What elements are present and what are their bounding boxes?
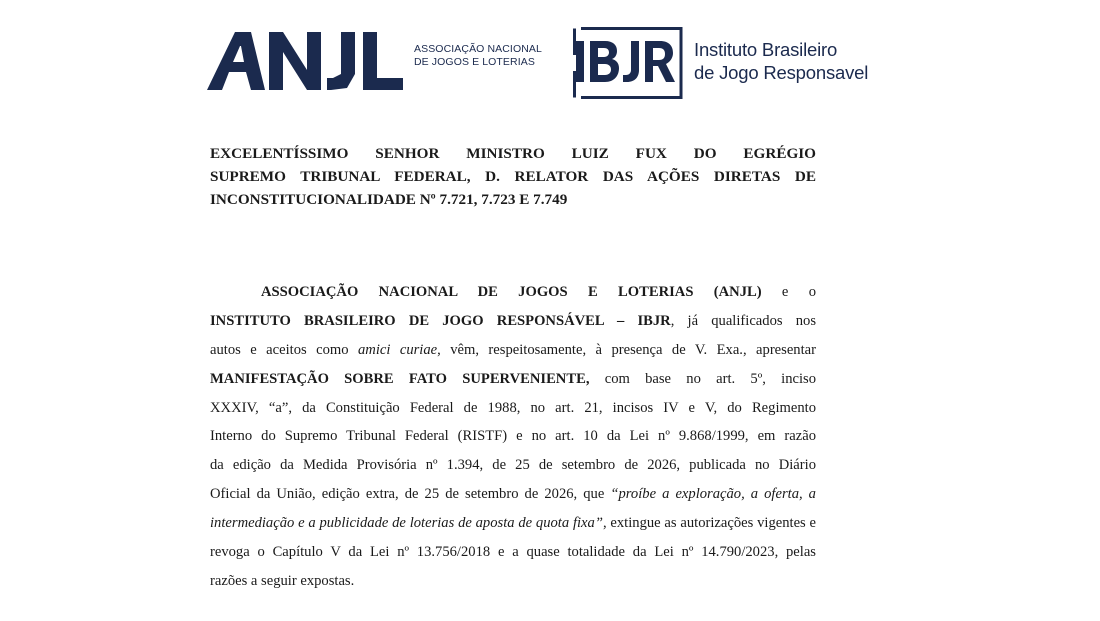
anjl-caption-line1: ASSOCIAÇÃO NACIONAL (414, 43, 542, 55)
party-anjl: ASSOCIAÇÃO NACIONAL DE JOGOS E LOTERIAS (ANJL) (261, 284, 762, 300)
petition-paragraph (210, 278, 816, 596)
paragraph-line-1 (210, 278, 816, 307)
filing-title: MANIFESTAÇÃO SOBRE FATO SUPERVENIENTE, (210, 370, 590, 387)
anjl-caption-line2: DE JOGOS E LOTERIAS (414, 56, 535, 68)
paragraph-text: com base no art. 5º, inciso (589, 370, 816, 387)
paragraph-line-10: revoga o Capítulo V da Lei nº 13.756/2018 e a quase totalidade da Lei nº 14.790/2023, pelas (210, 544, 816, 561)
paragraph-text: autos e aceitos como (210, 341, 358, 358)
salutation-line-3: INCONSTITUCIONALIDADE Nº 7.721, 7.723 E 7.749 (210, 191, 568, 208)
paragraph-line-11: razões a seguir expostas. (210, 572, 355, 589)
ibjr-caption-line1: Instituto Brasileiro (694, 39, 838, 60)
paragraph-text: , já qualificados nos (670, 312, 816, 329)
anjl-logo (207, 28, 547, 94)
paragraph-text: , vêm, respeitosamente, à presença de V. Exa., apresentar (437, 341, 816, 358)
paragraph-line-3 (210, 336, 816, 365)
paragraph-line-8 (210, 480, 816, 509)
ibjr-caption (694, 38, 868, 84)
paragraph-text: , extingue as autorizações vigentes e (602, 515, 816, 532)
salutation-line-2: SUPREMO TRIBUNAL FEDERAL, D. RELATOR DAS AÇÕES DIRETAS DE (210, 168, 816, 185)
quoted-provision-start: “proíbe a exploração, a oferta, a (610, 486, 816, 503)
paragraph-line-4 (210, 365, 816, 394)
ibjr-caption-line2: de Jogo Responsavel (694, 62, 869, 83)
amici-curiae-term: amici curiae (357, 341, 438, 358)
anjl-wordmark (207, 30, 407, 92)
paragraph-line-7: da edição da Medida Provisória nº 1.394, de 25 de setembro de 2026, publicada no Diário (210, 457, 816, 474)
paragraph-line-2 (210, 307, 816, 336)
anjl-caption (414, 43, 542, 69)
ibjr-logo (573, 27, 893, 99)
ibjr-wordmark (573, 27, 683, 99)
paragraph-line-5: XXXIV, “a”, da Constituição Federal de 1988, no art. 21, incisos IV e V, do Regimento (210, 399, 816, 416)
paragraph-text: e o (761, 284, 816, 300)
paragraph-text: Oficial da União, edição extra, de 25 de setembro de 2026, que (210, 486, 611, 503)
salutation-line-1: EXCELENTÍSSIMO SENHOR MINISTRO LUIZ FUX DO EGRÉGIO (210, 145, 816, 162)
paragraph-line-9 (210, 509, 816, 538)
salutation (210, 142, 816, 211)
quoted-provision-end: intermediação e a publicidade de loterias de aposta de quota fixa” (210, 515, 603, 532)
party-ibjr: INSTITUTO BRASILEIRO DE JOGO RESPONSÁVEL – IBJR (210, 312, 671, 329)
paragraph-line-6: Interno do Supremo Tribunal Federal (RISTF) e no art. 10 da Lei nº 9.868/1999, em razão (210, 428, 816, 445)
